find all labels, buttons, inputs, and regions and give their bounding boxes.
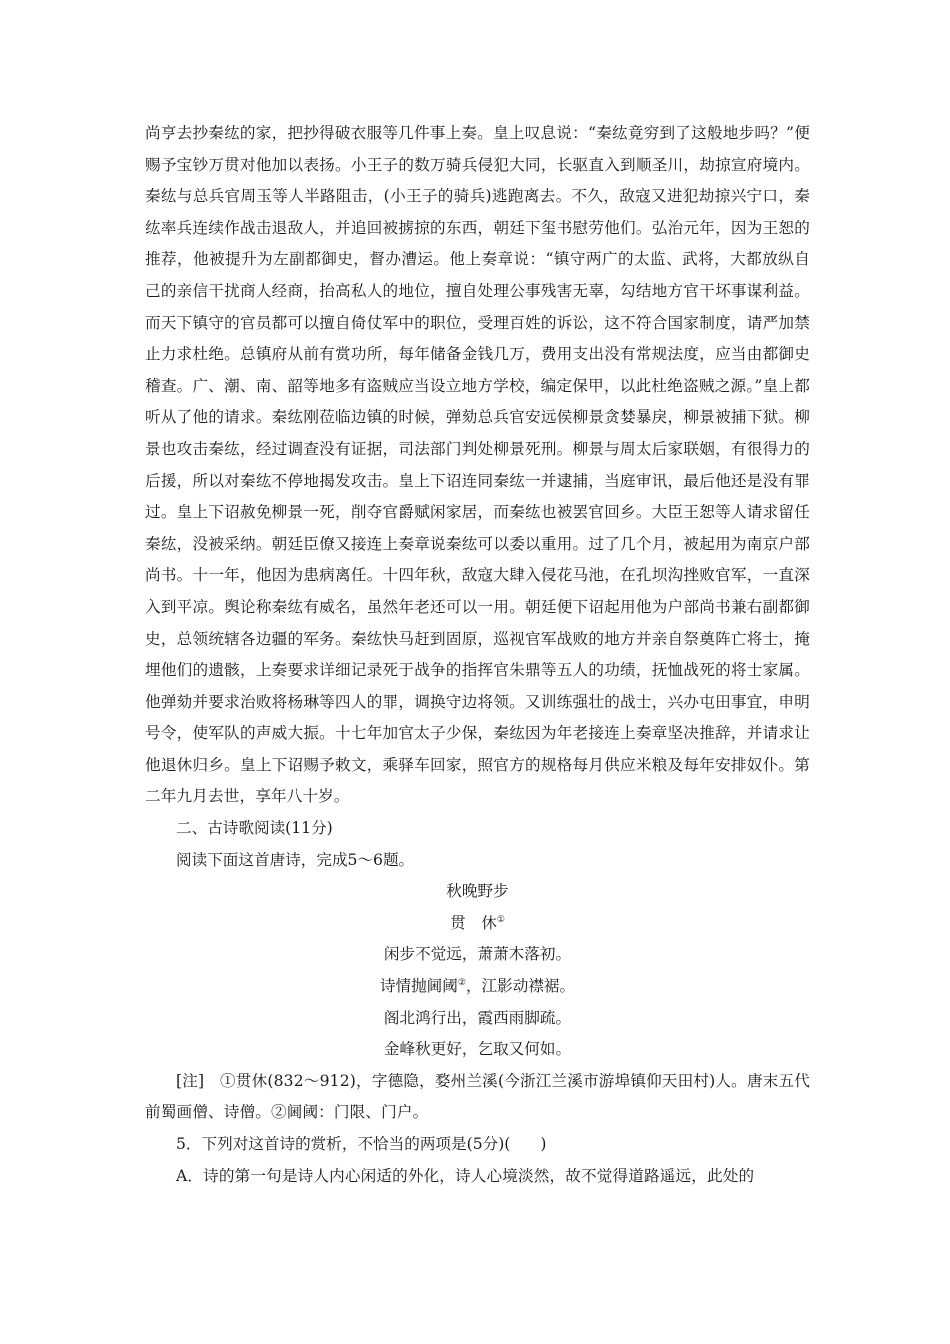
poem-line-1: 闲步不觉远，萧萧木落初。	[383, 945, 572, 964]
poem-block	[145, 876, 810, 1066]
section-heading-poetry: 二、古诗歌阅读(11分)	[176, 819, 333, 838]
poem-line-2	[145, 971, 810, 1003]
poem-line-3: 阁北鸿行出，霞西雨脚疏。	[383, 1008, 572, 1027]
poem-line-2-part-a: 诗情抛阃阈	[379, 977, 458, 996]
question-5-stem	[145, 1129, 810, 1161]
poem-line-4: 金峰秋更好，乞取又何如。	[383, 1040, 572, 1059]
footnote-mark-2: ②	[457, 978, 466, 989]
question-5-stem-text: 5．下列对这首诗的赏析，不恰当的两项是(5分)(	[176, 1135, 511, 1153]
poetry-instruction: 阅读下面这首唐诗，完成5～6题。	[176, 850, 415, 869]
poem-notes: [注] ①贯休(832～912)，字德隐，婺州兰溪(今浙江兰溪市游埠镇仰天田村)人。唐末五代前蜀画僧、诗僧。②阃阈：门限、门户。	[145, 1071, 810, 1122]
question-5-stem-close: )	[540, 1135, 547, 1153]
question-5-option-a: A．诗的第一句是诗人内心闲适的外化，诗人心境淡然，故不觉得道路遥远，此处的	[176, 1166, 755, 1185]
poem-title: 秋晚野步	[446, 882, 509, 901]
document-page	[145, 118, 810, 1192]
poem-line-2-part-b: ，江影动襟裾。	[465, 977, 576, 996]
footnote-mark-1: ①	[496, 914, 505, 925]
poem-author	[145, 908, 810, 940]
translation-paragraph: 尚亨去抄秦纮的家，把抄得破衣服等几件事上奏。皇上叹息说：“秦纮竟穷到了这般地步吗？”便赐予宝钞万贯对他加以表扬。小王子的数万骑兵侵犯大同，长驱直入到顺圣川，劫掠宣府境内。秦纮与总兵官周玉等人半路阻击，(小王子的骑兵)逃跑离去。不久，敌寇又进犯劫掠兴宁口，秦纮率兵连续作战击退敌人，并追回被掳掠的东西，朝廷下玺书慰劳他们。弘治元年，因为王恕的推荐，他被提升为左副都御史，督办漕运。他上奏章说：“镇守两广的太监、武将，大都放纵自己的亲信干扰商人经商，抬高私人的地位，擅自处理公事残害无辜，勾结地方官干坏事谋利益。而天下镇守的官员都可以擅自倚仗军中的职位，受理百姓的诉讼，这不符合国家制度，请严加禁止力求杜绝。总镇府从前有赏功所，每年储备金钱几万，费用支出没有常规法度，应当由都御史稽查。广、潮、南、韶等地多有盗贼应当设立地方学校，编定保甲，以此杜绝盗贼之源。”皇上都听从了他的请求。秦纮刚莅临边镇的时候，弹劾总兵官安远侯柳景贪婪暴戾，柳景被捕下狱。柳景也攻击秦纮，经过调查没有证据，司法部门判处柳景死刑。柳景与周太后家联姻，有很得力的后援，所以对秦纮不停地揭发攻击。皇上下诏连同秦纮一并逮捕，当庭审讯，最后他还是没有罪过。皇上下诏赦免柳景一死，削夺官爵赋闲家居，而秦纮也被罢官回乡。大臣王恕等人请求留任秦纮，没被采纳。朝廷臣僚又接连上奏章说秦纮可以委以重用。过了几个月，被起用为南京户部尚书。十一年，他因为患病离任。十四年秋，敌寇大肆入侵花马池，在孔坝沟挫败官军，一直深入到平凉。舆论称秦纮有威名，虽然年老还可以一用。朝廷便下诏起用他为户部尚书兼右副都御史，总领统辖各边疆的军务。秦纮快马赶到固原，巡视官军战败的地方并亲自祭奠阵亡将士，掩埋他们的遗骸，上奏要求详细记录死于战争的指挥官朱鼎等五人的功绩，抚恤战死的将士家属。他弹劾并要求治败将杨琳等四人的罪，调换守边将领。又训练强壮的战士，兴办屯田事宜，申明号令，使军队的声威大振。十七年加官太子少保，秦纮因为年老接连上奏章坚决推辞，并请求让他退休归乡。皇上下诏赐予敕文，乘驿车回家，照官方的规格每月供应米粮及每年安排奴仆。第二年九月去世，享年八十岁。	[145, 124, 810, 806]
poem-author-name: 贯 休	[450, 913, 497, 932]
